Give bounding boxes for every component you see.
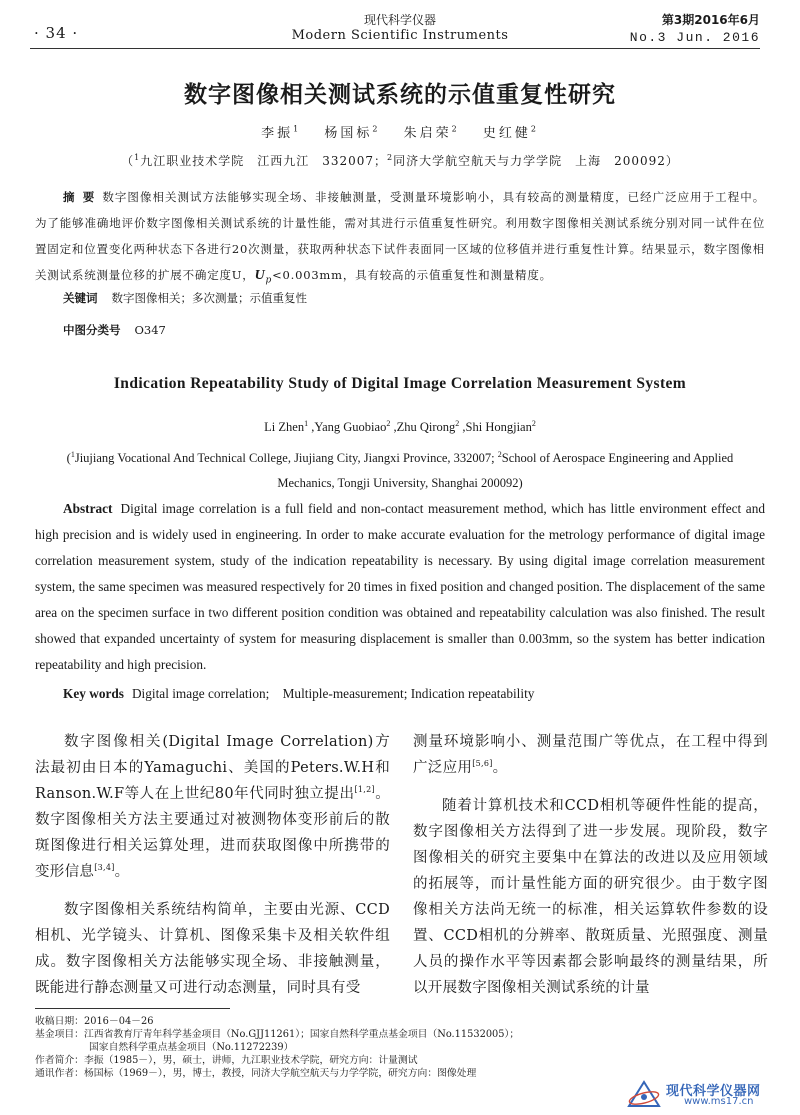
author-sup: 2 [451,124,460,134]
citation: [3,4] [94,863,115,873]
body-paragraph: 数字图像相关(Digital Image Correlation)方法最初由日本的Yamaguchi、美国的Peters.W.H和 Ranson.W.F等人在上世纪80年代同时独立提出[1,2]。数字图像相关方法主要通过对被测物体变形前后的散斑图像进行相关运算处理，进而获取图像中所携带的变形信息[3,4]。 [35,734,390,880]
keywords-label-cn: 关键词 [63,291,98,305]
site-watermark [626,1080,776,1108]
keywords-label-en: Key words [63,686,124,701]
footnote-received: 收稿日期：2016－04－26 [35,1016,154,1027]
footnote-author: 作者简介：李振（1985－），男，硕士，讲师，九江职业技术学院，研究方向：计量测试 [35,1055,418,1066]
author-sup: 2 [372,124,381,134]
classification-code: O347 [134,323,166,337]
footnote-fund-cont: 国家自然科学重点基金项目（No.11272239） [89,1042,294,1053]
abstract-text-cn: 数字图像相关测试方法能够实现全场、非接触测量，受测量环境影响小，具有较高的测量精度，已经广泛应用于工程中。为了能够准确地评价数字图像相关测试系统的计量性能，需对其进行示值重复性研究。利用数字图像相关测试系统分别对同一试件在位置固定和位置变化两种状态下各进行20次测量，获取两种状态下试件表面同一区域的位移值并进行重复性计算。结果显示，数字图像相关测试系统测量位移的扩展不确定度U， [35,190,765,282]
footnotes [35,1015,595,1080]
paper-title-cn: 数字图像相关测试系统的示值重复性研究 [184,82,616,108]
issue-cn: 第3期2016年6月 [661,13,760,27]
footnote-corresponding: 通讯作者：杨国标（1969－），男，博士，教授，同济大学航空航天与力学学院，研究方向：图像处理 [35,1068,477,1079]
affiliation-1: 九江职业技术学院 江西九江 332007； [140,154,387,168]
citation: [5,6] [472,759,493,769]
author-name: 史红健 [482,126,531,141]
abstract-label-en: Abstract [63,501,113,516]
affiliation-en: ($^1$Jiujiang Vocational And Technical College, Jiujiang City, Jiangxi Province, 332007; $^2$School of Aerospace Engineering and Applied Mechanics, Tongji University, Shanghai 200092) [66,449,734,490]
keywords-text-en: Digital image correlation; Multiple-measurement; Indication repeatability [131,686,535,701]
body-paragraph: 数字图像相关系统结构简单，主要由光源、CCD相机、光学镜头、计算机、图像采集卡及相关软件组成。数字图像相关方法能够实现全场、非接触测量，既能进行静态测量又可进行动态测量，同时具有受 [35,902,390,996]
body-column-left [35,729,390,1013]
watermark-logo-icon [626,1080,662,1108]
body-paragraph: 随着计算机技术和CCD相机等硬件性能的提高，数字图像相关方法得到了进一步发展。现阶段，数字图像相关的研究主要集中在算法的改进以及应用领域的拓展等，而计量性能方面的研究很少。由于数字图像相关方法尚无统一的标准，相关运算软件参数的设置、CCD相机的分辨率、散斑质量、光照强度、测量人员的操作水平等因素都会影响最终的测量结果，所以开展数字图像相关测试系统的计量 [413,798,768,996]
page-number: · 34 · [34,24,79,42]
body-column-right [413,729,768,1013]
affiliation-2: 同济大学航空航天与力学学院 上海 200092） [393,154,679,168]
abstract-cn: 摘要数字图像相关测试方法能够实现全场、非接触测量，受测量环境影响小，具有较高的测量精度，已经广泛应用于工程中。为了能够准确地评价数字图像相关测试系统的计量性能，需对其进行示值重复性研究。利用数字图像相关测试系统分别对同一试件在位置固定和位置变化两种状态下各进行20次测量，获取两种状态下试件表面同一区域的位移值并进行重复性计算。结果显示，数字图像相关测试系统测量位移的扩展不确定度U，$U_p<0.003mm$，具有较高的示值重复性和测量精度。 [35,190,765,286]
author-name: 杨国标 [324,126,373,141]
paper-title-en: Indication Repeatability Study of Digital Image Correlation Measurement System [113,375,687,392]
authors-cn [0,122,800,141]
issue-en: No.3 Jun. 2016 [629,30,760,45]
watermark-name: 现代科学仪器网 [666,1084,761,1099]
abstract-label-cn: 摘要 [63,190,103,204]
abstract-tail-cn: <0.003mm，具有较高的示值重复性和测量精度。 [272,268,552,282]
header-rule [30,48,760,49]
uncertainty-symbol: U [254,268,266,283]
keywords-text-cn: 数字图像相关；多次测量；示值重复性 [111,291,307,305]
author-name: 李振 [261,126,294,141]
author-name: 朱启荣 [403,126,452,141]
classification-cn [63,322,166,338]
affiliation-cn: （$^1$九江职业技术学院 江西九江 332007；$^2$同济大学航空航天与力学学院 上海 200092） [121,153,679,168]
authors-en: Li Zhen$^1$ ,Yang Guobiao$^2$ ,Zhu Qirong$^2$ ,Shi Hongjian$^2$ [264,418,536,434]
journal-name-en: Modern Scientific Instruments [291,28,509,43]
keywords-cn [63,290,307,306]
journal-name-cn: 现代科学仪器 [363,13,436,27]
footnote-fund: 基金项目：江西省教育厅青年科学基金项目（No.GJJ11261）；国家自然科学重点基金项目（No.11532005）； [35,1029,520,1040]
body-paragraph: 测量环境影响小、测量范围广等优点，在工程中得到广泛应用[5,6]。 [413,734,768,776]
abstract-en [35,496,765,678]
abstract-text-en: Digital image correlation is a full field and non-contact measurement method, which has little environment effect and high precision and is widely used in engineering. In order to make accurate evaluation for the metrology performance of digital image correlation measurement system, study of the indication repeatability is necessary. By using digital image correlation measurement system, the same specimen was measured respectively for 20 times in fixed position and changed position. The displacement of the same area on the specimen surface in two different position condition was obtained and repeatability calculation was also finished. The result showed that expanded uncertainty of system for measuring displacement is smaller than 0.003mm, so the system has better indication repeatability and high precision. [35,501,765,672]
watermark-url: www.ms17.cn [684,1096,754,1107]
classification-label: 中图分类号 [63,323,121,337]
keywords-en [63,683,534,702]
author-sup: 2 [530,124,539,134]
citation: [1,2] [354,785,375,795]
footnote-rule [35,1008,230,1009]
author-sup: 1 [293,124,302,134]
issue-info [630,12,760,46]
